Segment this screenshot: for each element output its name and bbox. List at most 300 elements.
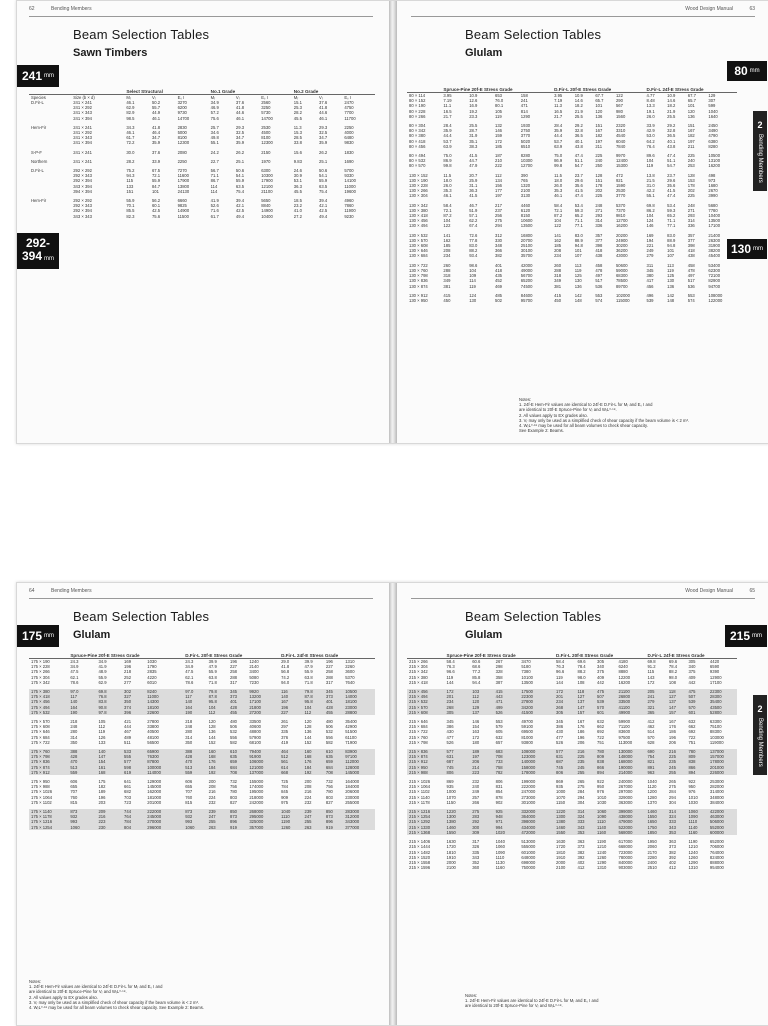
table-cell: 896 [324,819,343,824]
table-cell: 582 [230,739,237,745]
table-cell: 668000 [618,844,633,850]
table-cell: 77.1 [667,223,676,229]
table-cell: 88.2 [577,669,586,675]
table-cell: 120 [208,719,216,725]
note-line: 1. 24f-E Hem-Fir values are identical to 24f-E D.Fir-L for Mᵣ and Eₛ I and [465,998,599,1004]
table-cell: 1060 [495,844,505,850]
table-cell: 4460 [520,202,531,208]
table-cell: 112 [98,724,106,730]
table-cell: 15.1 [293,100,302,105]
table-cell: 513 [183,765,206,770]
table-cell: 241 × 292 [73,130,92,136]
table-cell: 239 [207,809,228,814]
table-cell: 401 [324,699,343,704]
table-cell: 61100 [345,734,357,740]
table-cell: 698000 [521,859,536,865]
table-cell: 2000 [556,859,566,865]
table-cell: 430 [446,729,454,735]
table-cell: 42.1 [235,203,245,209]
table-cell: 208 [304,784,312,790]
table-cell: 464 [279,749,302,754]
table-cell: 496 [646,292,654,298]
table-cell: 280 [70,729,78,735]
table-cell: 25.3 [293,105,302,111]
table-cell: 1830 [344,149,354,155]
table-cell: 335 [281,729,289,735]
table-cell: 80 × 570 [409,163,426,169]
table-cell: 8880 [618,669,628,675]
table-cell: 167 [577,719,585,725]
table-cell: 497 [687,273,695,279]
table-cell: 55.9 [151,178,161,184]
table-cell: 178 [687,183,695,189]
table-cell: 234 [554,699,575,704]
table-cell: 28.4 [554,123,563,129]
table-cell: Hem-Fir [31,124,47,130]
table-cell: 4180 [618,659,628,664]
table-cell: 38200 [708,248,721,254]
table-cell: 79.8 [207,689,228,694]
table-cell: 189 [470,749,493,754]
table-cell: 343 × 394 [73,183,92,189]
table-cell: 1030 [597,799,607,805]
table-cell: 18.0 [554,177,563,183]
table-cell: 169 [124,659,132,664]
binding-gutter [389,583,397,1025]
table-cell: 10400 [708,213,721,219]
table-cell: 388 [68,749,96,754]
table-cell: 130 × 228 [409,183,428,189]
table-cell: 97500 [618,734,631,740]
table-cell: 1160 [495,865,505,871]
table-cell: 85.8 [472,674,481,680]
running-title: Wood Design Manual [685,588,733,594]
table-cell: 242000 [249,799,264,805]
table-cell: 215 × 1558 [409,859,431,865]
table-cell: 94.0 [281,679,290,685]
table-cell: 1260 [688,854,698,860]
table-cell: 333 [667,819,687,824]
table-cell: 71900 [345,739,357,745]
table-cell: 42000 [520,262,533,268]
table-cell: 101 [595,103,603,109]
table-cell: 55.9 [235,178,245,184]
group-header: Spruce-Pine 20f-E Stress Grade [68,653,183,659]
table-cell: 175 × 836 [29,759,68,764]
table-cell: 201 [445,694,471,699]
table-cell: 215 × 1406 [409,839,431,845]
table-cell: 62.9 [126,105,135,111]
table-cell: 570 [686,705,707,710]
table-cell: 6200 [177,105,187,111]
table-cell: 215 × 722 [409,729,428,735]
running-header [411,6,755,17]
table-cell: 533 [122,749,145,754]
table-cell: 89700 [615,283,628,289]
table-cell: 65.2 [574,213,583,219]
table-cell: 384000 [709,799,724,805]
table-cell: 63.8 [208,674,217,680]
table-cell: 157 [667,710,687,715]
table-cell: 62300 [708,267,721,273]
table-cell: 63300 [709,719,722,725]
table-cell: 176 [207,759,228,764]
table-cell: 16.5 [554,108,563,114]
table-cell: 23.7 [574,172,583,178]
table-cell: 103000 [709,734,724,740]
table-cell: 9825 [177,203,187,209]
table-cell: 1240 [249,659,259,664]
table-cell: 159 [495,133,502,139]
table-cell: 1720 [556,844,566,850]
table-cell: 28800 [343,710,375,715]
table-cell: 36.3 [469,188,478,194]
table-cell: 190000 [616,765,645,770]
table-cell: 196 [279,705,302,710]
table-cell: 288 [230,674,237,680]
table-cell: 4.77 [646,93,655,98]
table-cell: 438 [595,253,603,259]
table-cell: 1030 [688,799,698,805]
table-cell: 1070 [556,794,566,800]
table-cell: 112 [303,710,324,715]
table-cell: 35.1 [469,138,478,144]
table-cell: 25.7 [210,124,219,130]
table-cell: 878 [495,794,503,800]
table-cell: 20700 [520,237,533,243]
table-cell: 48100 [147,734,159,740]
table-cell: 1550 [645,814,666,819]
table-cell: 8100 [261,135,271,141]
table-cell: 301000 [521,799,536,805]
table-cell: 112000 [343,759,375,764]
table-cell: 215 × 798 [409,739,428,745]
table-row [407,298,737,303]
table-cell: 176 [303,759,324,764]
table-cell: 53.0 [646,133,655,139]
table-cell: 25.1 [319,158,328,164]
table-cell: 1040 [279,809,302,814]
table-cell: 57900 [249,734,261,740]
table-cell: 4420 [709,659,720,664]
table-cell: 130 × 380 [409,207,428,213]
table-cell: 1630 [556,839,566,845]
table-cell: 77.8 [469,237,478,243]
table-cell: 80 × 114 [409,93,426,98]
table-cell: 62.2 [469,218,478,224]
table-cell: 409 [688,674,696,680]
table-cell: 412 [577,865,585,871]
table-cell: 32.8 [667,128,676,134]
table-cell: 641 [124,779,132,785]
table-cell: 87.8 [207,694,228,699]
table-cell: 113000 [618,739,633,745]
table-cell: 245 [575,765,595,770]
table-cell: 201000 [708,765,737,770]
table-cell: 268000 [247,809,279,814]
table-cell: 381 [443,283,451,289]
table-cell: 255 [575,770,595,775]
table-cell: 42.9 [646,128,655,134]
table-cell: 628 [647,739,655,745]
table-cell: 919 [324,825,343,830]
table-cell: 217 [495,202,502,208]
table-cell: 25.5 [469,123,478,129]
table-cell: 760 [70,794,78,800]
table-cell: D.Fir-L [31,100,44,105]
table-cell: 1140 [686,825,707,830]
table-cell: 428 [68,754,96,759]
page-subtitle: Glulam [73,629,111,641]
table-cell: 295000 [247,814,279,819]
table-cell: 133 [98,739,106,745]
table-cell: 245 [667,765,687,770]
table-cell: 115000 [615,297,630,303]
page-title: Beam Selection Tables [465,27,602,42]
table-cell: 28300 [708,694,737,699]
table-cell: 292 [470,819,493,824]
table-cell: 873 [68,809,96,814]
table-cell: 41.5 [574,188,583,194]
table-cell: 175 × 760 [29,749,68,754]
table-cell: 65900 [145,749,183,754]
table-cell: 304 [668,799,676,805]
table-cell: 164000 [345,779,360,785]
table-cell: 635 [228,754,247,759]
table-cell: 25.5 [574,113,583,119]
table-cell: 83.0 [469,243,478,249]
table-cell: 215 × 1140 [409,794,430,800]
table-cell: 104 [443,218,451,224]
table-cell: 241 × 241 [73,158,92,164]
table-cell: 1070 [446,794,456,800]
table-cell: 513 [68,765,96,770]
table-cell: 814 [520,108,528,114]
table-cell: 343 [667,825,687,830]
table-cell: 352 [472,859,480,865]
table-cell: 1060 [595,809,616,814]
table-cell: 2100 [520,188,531,194]
tab-size: 175 [21,629,43,643]
table-cell: 708 [324,770,343,775]
table-cell: 2060 [647,844,657,850]
table-cell: 48800 [249,729,261,735]
table-cell: 9390 [709,669,720,675]
table-cell: 40.1 [574,138,583,144]
table-cell: 745 [554,765,575,770]
table-cell: 215 × 1520 [409,854,431,860]
table-cell: 76.8 [96,694,122,699]
table-cell: 7.19 [554,98,563,104]
note-line: 1. 24f-E Hem-Fir values are identical to 24f-E D.Fir-L for Mᵣ and Eₛ I and [29,984,163,990]
table-cell: 44.4 [554,133,563,139]
table-cell: 50.6 [235,168,245,174]
table-cell: 10500 [343,689,375,694]
table-cell: 175 × 912 [29,770,68,775]
table-cell: 52.6 [210,203,219,209]
table-cell: 1090 [595,814,616,819]
table-cell: 201 [554,694,575,699]
table-cell: 122 [615,93,623,98]
table-cell: 199000 [521,779,536,785]
table-cell: 55.9 [319,178,328,184]
page-number: 62 [29,6,35,12]
tab-size: 130 [730,242,752,256]
table-cell: 26.2 [319,149,328,155]
table-cell: 12700 [615,218,628,224]
table-cell: 80.1 [495,103,504,109]
table-cell: 7640 [345,679,355,685]
table-cell: 83600 [618,729,631,735]
table-cell: 1300 [554,814,575,819]
table-cell: 866 [686,765,707,770]
table-cell: 197 [470,754,493,759]
table-cell: 15.3 [293,130,302,136]
table-cell: 156 [495,183,502,189]
table-cell: 185 [554,243,562,249]
table-cell: 1260 [597,854,607,860]
table-cell: 240 [472,784,480,790]
table-cell: 82.9 [126,110,135,116]
table-cell: 80 × 456 [409,143,426,149]
table-cell: 723 [124,799,132,805]
chapter-number: 2 [757,703,763,714]
table-cell: 91900 [247,754,279,759]
table-cell: 282000 [709,784,724,790]
table-cell: 56.8 [281,669,290,675]
table-cell: 222 [495,163,502,169]
table-cell: 102000 [615,292,630,298]
table-cell: 53.4 [574,202,583,208]
table-cell: 95.8 [207,699,228,704]
table-cell: 196 [98,794,106,800]
table-cell: 36.3 [293,183,302,189]
table-cell: 148 [667,297,675,303]
table-cell: 101 [687,103,695,109]
table-cell: 497 [595,273,603,279]
table-cell: 598 [122,765,145,770]
table-cell: 1140 [595,825,616,830]
table-cell: 174000 [249,784,264,790]
table-cell: 34.9 [210,100,219,105]
table-cell: 216 [208,789,216,795]
table-cell: 24.3 [70,659,79,664]
table-cell: 5080 [249,674,259,680]
table-cell: 2510 [647,865,657,871]
table-cell: 10600 [520,218,533,224]
table-cell: 467 [124,729,132,735]
table-cell: 192 [207,770,228,775]
table-cell: 75100 [709,724,722,730]
table-cell: 935 [556,784,564,790]
table-cell: 1680 [708,183,718,189]
table-cell: 84.7 [151,183,161,189]
table-cell: 175 × 266 [31,669,50,675]
table-cell: 230000 [345,794,360,800]
chapter-tab [753,111,767,191]
table-cell: 401 [228,699,247,704]
table-cell: 345 [446,719,454,725]
table-cell: 6300 [261,168,271,174]
table-cell: 215 × 1064 [409,784,431,790]
table-cell: 35.9 [319,140,328,146]
table-cell: 215 × 304 [409,664,428,670]
table-cell: 97.8 [96,710,122,715]
table-cell: 132 [495,123,502,129]
table-cell: 8100 [177,135,187,141]
table-cell: 1850 [645,830,666,835]
table-cell: 632 [597,719,605,725]
table-cell: 103 [470,689,493,694]
table-cell: 297 [281,724,289,730]
table-cell: 175 × 950 [31,779,50,785]
table-cell: 136 [687,113,695,119]
table-cell: 366 [495,248,502,254]
table-cell: 6120 [520,207,531,213]
table-cell: 11.3 [293,124,302,130]
table-cell: 1690 [344,158,354,164]
table-cell: 175 × 1254 [29,825,68,830]
table-cell: 294 [495,223,502,229]
table-cell: 95.8 [303,699,324,704]
table-cell: 11000 [344,183,356,189]
table-cell: 18.0 [443,177,452,183]
table-cell: 80 × 304 [409,123,426,129]
table-cell: 58.4 [446,659,455,664]
running-title: Bending Members [51,588,92,594]
table-cell: 267000 [618,784,633,790]
table-cell: 75.2 [126,168,135,174]
table-cell: 659 [324,759,343,764]
table-cell: 223 [470,770,493,775]
table-cell: 9970 [615,153,626,159]
table-cell: 9830 [344,140,354,146]
table-cell: 655 [185,784,193,790]
table-cell: 78.4 [577,664,586,670]
table-cell: 526 [494,710,520,715]
table-cell: 100000 [145,765,183,770]
table-cell: 141 [554,232,562,238]
table-cell: 314000 [709,789,724,795]
table-cell: 314 [687,218,695,224]
table-cell: 36200 [615,248,628,254]
size-tab-215 [725,625,767,647]
table-cell: 577 [122,759,145,764]
table-cell: 240 [595,158,603,164]
table-cell: 312000 [343,814,375,819]
table-cell: 1000 [556,789,566,795]
table-cell: 33500 [616,699,645,704]
table-cell: 1460 [445,825,471,830]
table-cell: 9730 [177,110,187,116]
table-cell: 168000 [616,759,645,764]
table-cell: 42.1 [319,203,328,209]
table-cell: 1290 [520,113,531,119]
table-cell: 184 [303,765,324,770]
table-cell: 708 [228,770,247,775]
table-cell: 26.2 [235,149,245,155]
table-cell: 197 [595,138,603,144]
group-header: No.2 Grade [292,89,375,95]
table-cell: 1560 [615,113,626,119]
table-cell: 46.1 [443,193,452,199]
table-cell: 88300 [709,729,722,735]
table-cell: 27800 [147,719,159,725]
table-cell: 1110 [279,814,302,819]
table-cell: 214 [470,765,493,770]
table-cell: 270000 [145,819,183,824]
table-cell: 27200 [247,710,279,715]
